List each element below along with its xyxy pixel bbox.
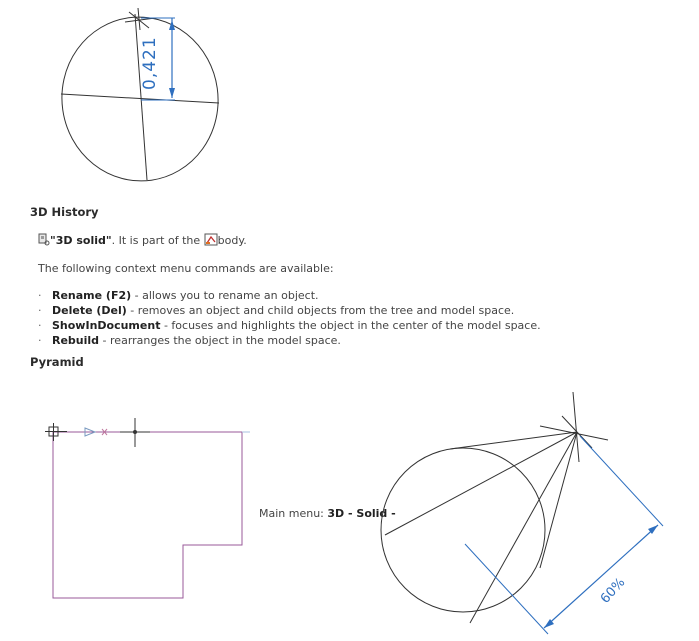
context-menu-item-show (38, 318, 541, 333)
pyramid-heading: Pyramid (30, 355, 84, 369)
ellipse-drawing (55, 8, 230, 186)
context-menu-item-delete (38, 303, 541, 318)
command-name: Rebuild (52, 334, 100, 347)
dimension-arrow-bottom (169, 88, 175, 98)
history-heading: 3D History (30, 205, 99, 219)
main-menu-path (259, 507, 396, 520)
ellipse-dimension-label: 0,421 (140, 36, 160, 90)
command-description: - allows you to rename an object. (131, 289, 319, 302)
profile-drawing (45, 415, 255, 605)
ellipse-axis-horizontal (61, 94, 219, 103)
cone-dimension-extension (580, 436, 663, 526)
history-item-description (38, 233, 247, 249)
ellipse-outline (55, 8, 229, 186)
main-menu-command: 3D - Solid - (327, 507, 396, 520)
body-icon (204, 233, 218, 249)
command-description: - removes an object and child objects from the tree and model space. (126, 304, 515, 317)
cone-dimension-label: 60% (597, 575, 629, 607)
crosshair-line (573, 392, 579, 462)
context-menu-item-rename (38, 288, 541, 303)
command-description: - rearranges the object in the model space. (99, 334, 341, 347)
profile-outline (53, 432, 242, 598)
solid-3d-icon (38, 233, 50, 249)
context-menu-intro: The following context menu commands are available: (38, 262, 334, 275)
cone-drawing (380, 390, 680, 635)
cone-generatrix (540, 432, 577, 568)
command-name: Rename (F2) (52, 289, 132, 302)
context-menu-item-rebuild (38, 333, 541, 348)
main-menu-prefix: Main menu: (259, 507, 328, 520)
body-text: body. (217, 234, 247, 247)
context-menu-list (38, 288, 541, 348)
crosshair-point (133, 430, 137, 434)
command-name: ShowInDocument (52, 319, 161, 332)
solid-3d-name: "3D solid" (50, 234, 112, 247)
cone-dimension-line (544, 525, 658, 628)
dimension-arrow-top (169, 20, 175, 30)
command-description: - focuses and highlights the object in the center of the model space. (160, 319, 541, 332)
cone-base-circle (381, 448, 545, 612)
command-name: Delete (Del) (52, 304, 127, 317)
part-of-text: . It is part of the (111, 234, 204, 247)
cone-generatrix (450, 432, 577, 449)
